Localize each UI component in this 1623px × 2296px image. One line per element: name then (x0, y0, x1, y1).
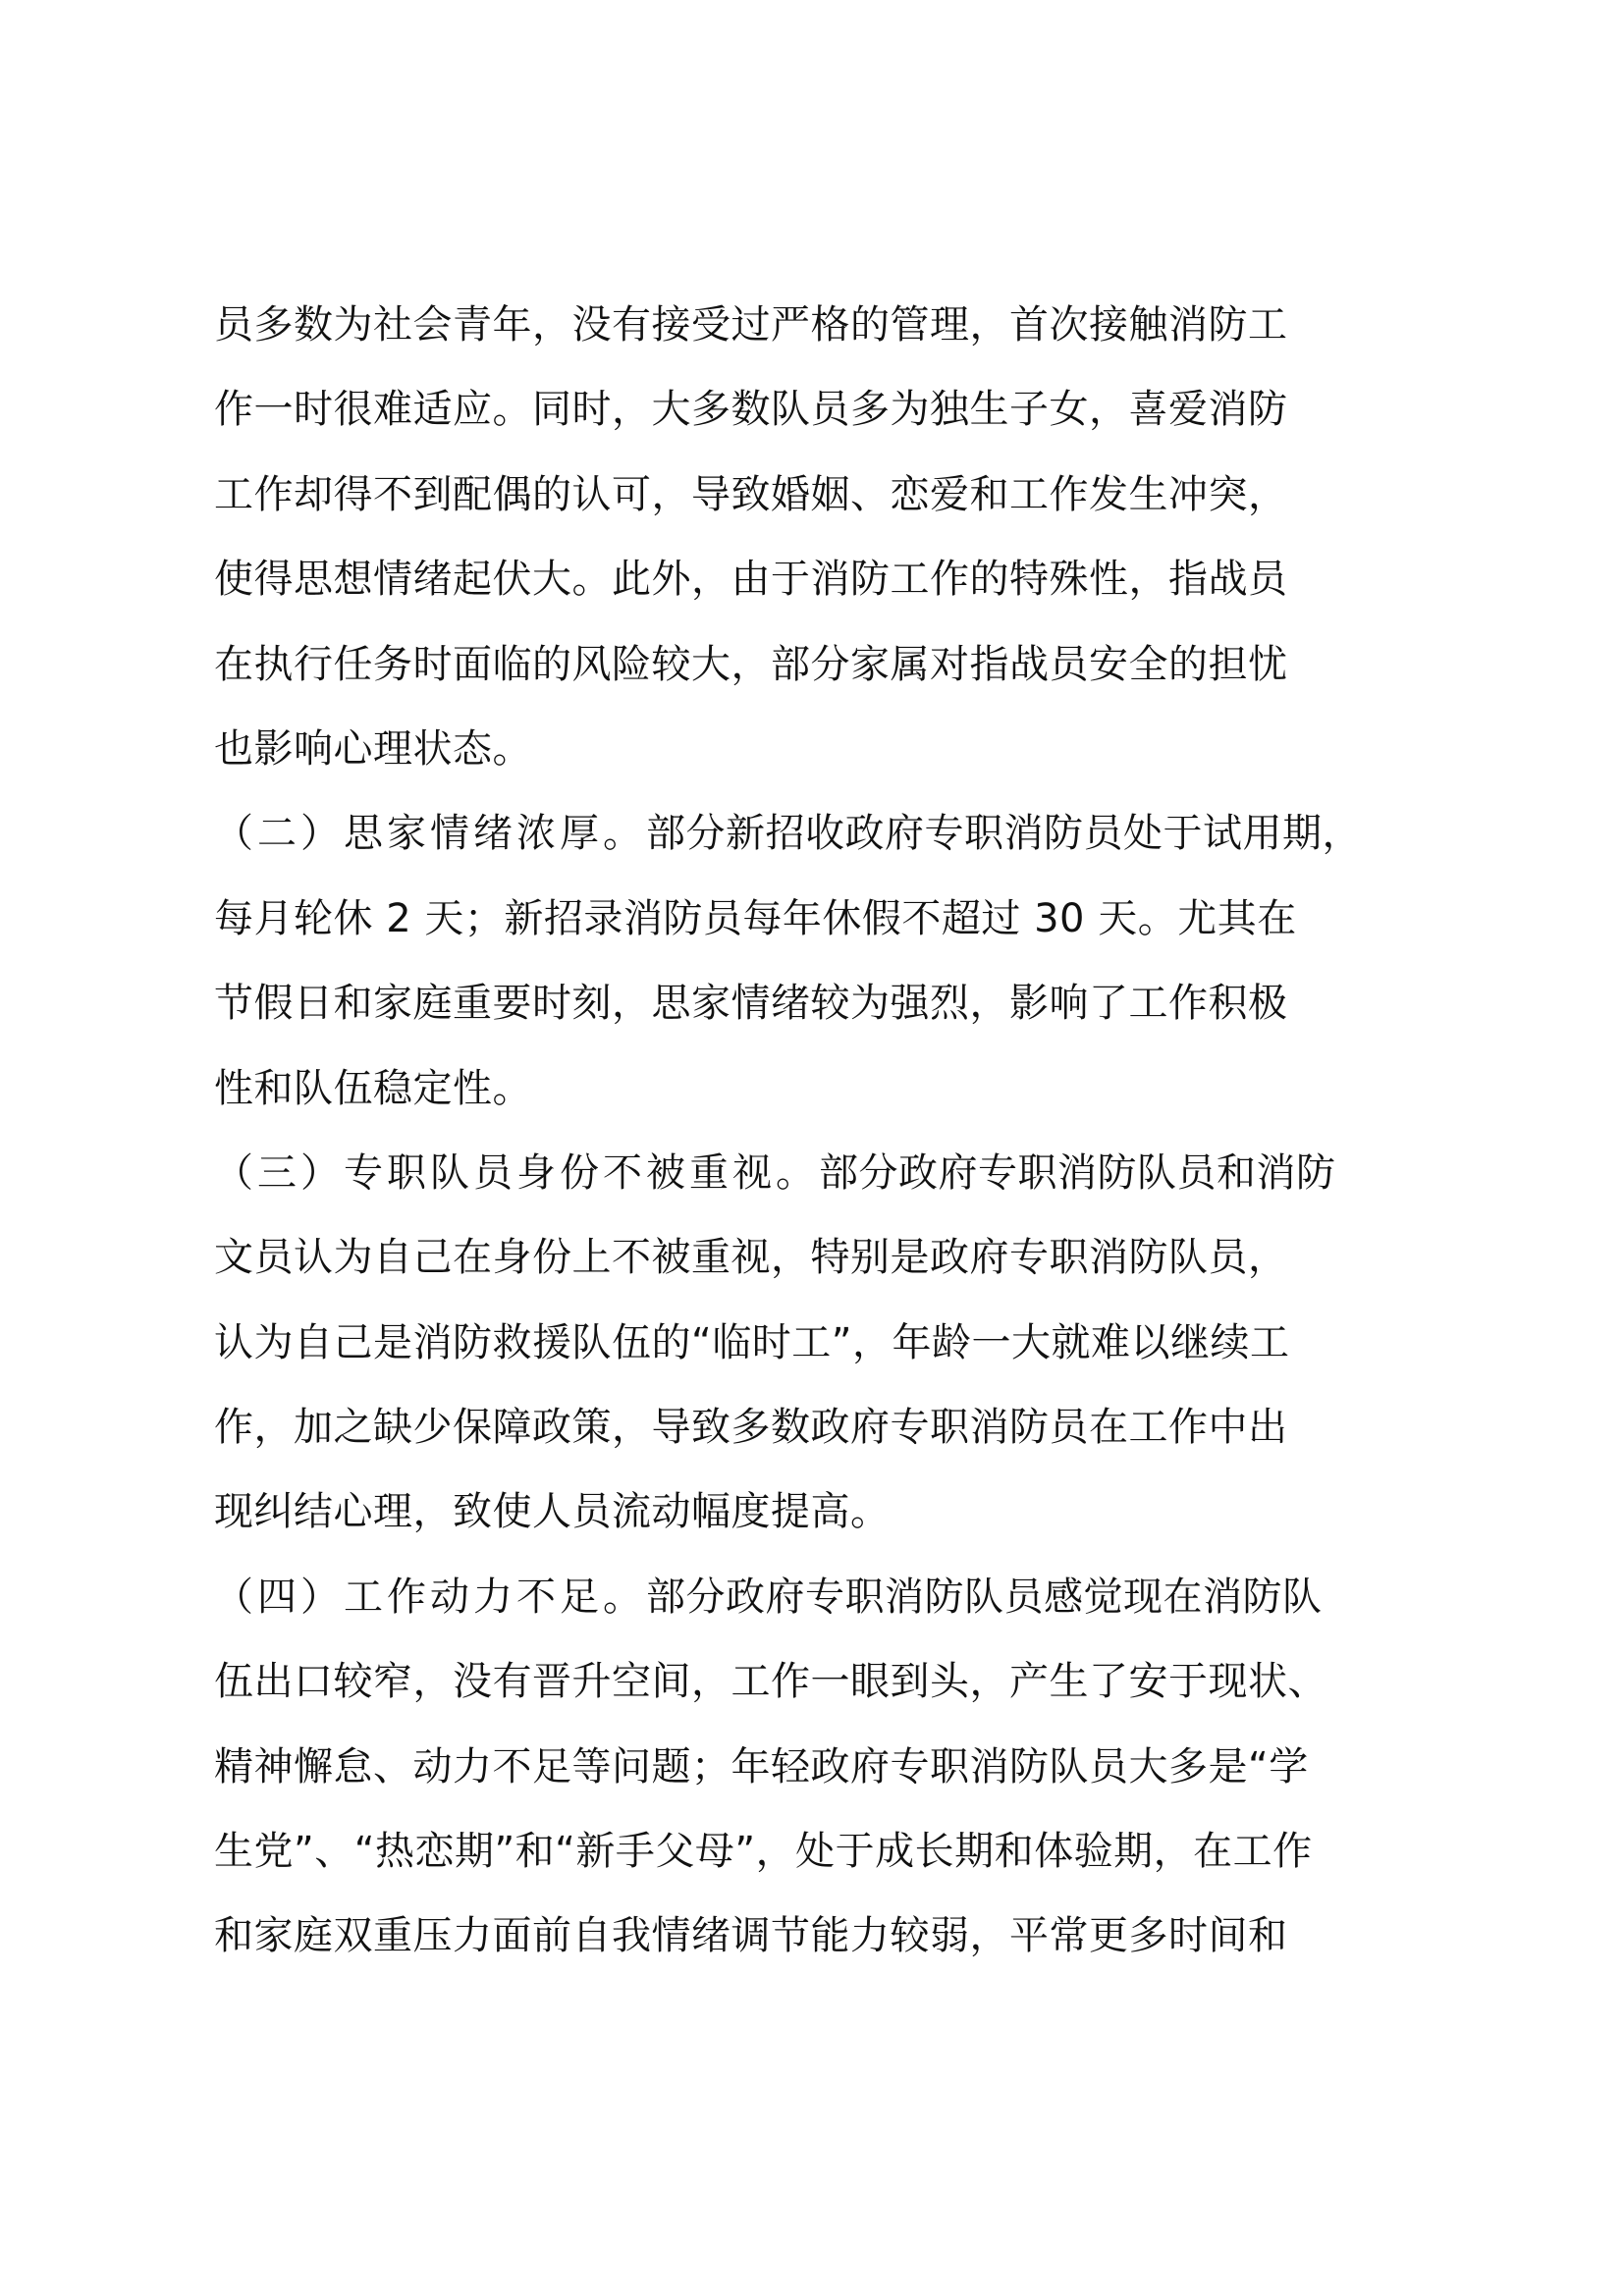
section-4-heading: （四）工作动力不足。 (214, 1574, 646, 1620)
section-2-first-line (214, 791, 1471, 876)
section-2-heading: （二）思家情绪浓厚。 (214, 811, 646, 857)
section-3-heading: （三）专职队员身份不被重视。 (214, 1149, 819, 1196)
paragraph-line: 也影响心理状态。 (214, 725, 532, 772)
paragraph-line: 员多数为社会青年，没有接受过严格的管理，首次接触消防工 (214, 302, 1288, 347)
section-4-first-line-text: 部分政府专职消防队员感觉现在消防队 (646, 1574, 1323, 1620)
section-2-first-line-text: 部分新招收政府专职消防员处于试用期， (646, 811, 1362, 857)
paragraph-line: 认为自己是消防救援队伍的“临时工”，年龄一大就难以继续工 (214, 1319, 1290, 1365)
paragraph-line: 每月轮休 2 天；新招录消防员每年休假不超过 30 天。尤其在 (214, 895, 1297, 941)
paragraph-line: 工作却得不到配偶的认可，导致婚姻、恋爱和工作发生冲突， (214, 471, 1288, 517)
paragraph-line: 精神懈怠、动力不足等问题；年轻政府专职消防队员大多是“学 (214, 1743, 1309, 1789)
section-3-first-line-text: 部分政府专职消防队员和消防 (819, 1149, 1336, 1196)
section-4-first-line (214, 1555, 1471, 1639)
paragraph-line: 伍出口较窄，没有晋升空间，工作一眼到头，产生了安于现状、 (214, 1659, 1327, 1705)
document-body (214, 283, 1471, 1979)
paragraph-line: 文员认为自己在身份上不被重视，特别是政府专职消防队员， (214, 1235, 1288, 1281)
paragraph-line: 使得思想情绪起伏大。此外，由于消防工作的特殊性，指战员 (214, 557, 1288, 603)
paragraph-line: 作，加之缺少保障政策，导致多数政府专职消防员在工作中出 (214, 1405, 1288, 1451)
paragraph-line: 现纠结心理，致使人员流动幅度提高。 (214, 1489, 891, 1535)
paragraph-line: 和家庭双重压力面前自我情绪调节能力较弱，平常更多时间和 (214, 1913, 1288, 1959)
paragraph-line: 节假日和家庭重要时刻，思家情绪较为强烈，影响了工作积极 (214, 981, 1288, 1027)
section-3-first-line (214, 1131, 1471, 1215)
paragraph-line: 在执行任务时面临的风险较大，部分家属对指战员安全的担忧 (214, 641, 1288, 687)
paragraph-line: 作一时很难适应。同时，大多数队员多为独生子女，喜爱消防 (214, 387, 1288, 433)
paragraph-line: 性和队伍稳定性。 (214, 1065, 532, 1111)
paragraph-line: 生党”、“热恋期”和“新手父母”，处于成长期和体验期，在工作 (214, 1829, 1313, 1875)
